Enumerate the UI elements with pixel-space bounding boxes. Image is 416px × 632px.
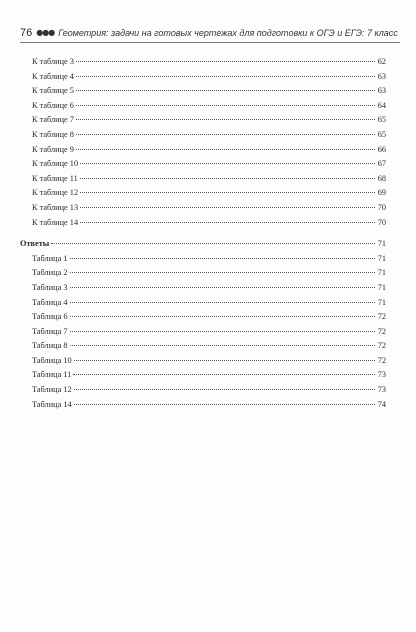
toc-entry-page: 63 <box>377 86 386 96</box>
toc-entry <box>20 354 386 369</box>
toc-leader-dots <box>76 105 375 106</box>
toc-entry <box>20 216 386 231</box>
toc-entry <box>20 368 386 383</box>
toc-entry-label: Таблица 7 <box>32 326 68 336</box>
toc-entry <box>20 296 386 311</box>
toc-leader-dots <box>76 90 375 91</box>
toc-leader-dots <box>73 374 375 375</box>
toc-leader-dots <box>70 345 376 346</box>
toc-entry-page: 71 <box>377 253 386 263</box>
header-ornament-icon: ●●● <box>36 28 55 37</box>
toc-leader-dots <box>51 243 375 244</box>
toc-entry-page: 71 <box>377 282 386 292</box>
toc-entry-page: 65 <box>377 115 386 125</box>
page-header <box>20 22 400 43</box>
toc-entry-label: К таблице 7 <box>32 115 74 125</box>
toc-leader-dots <box>80 163 375 164</box>
toc-entry <box>20 99 386 114</box>
toc-leader-dots <box>76 149 375 150</box>
toc-entry-page: 73 <box>377 370 386 380</box>
toc-leader-dots <box>76 76 375 77</box>
toc-entry-label: К таблице 5 <box>32 86 74 96</box>
toc-entry <box>20 55 386 70</box>
toc-leader-dots <box>80 222 375 223</box>
toc-entry-answers <box>20 237 386 252</box>
toc-entry <box>20 339 386 354</box>
toc-entry-label: Таблица 12 <box>32 385 72 395</box>
toc-entry <box>20 84 386 99</box>
toc-entry-label: Ответы <box>20 239 50 249</box>
toc-entry <box>20 172 386 187</box>
toc-leader-dots <box>70 302 376 303</box>
toc-entry <box>20 143 386 158</box>
toc-entry <box>20 201 386 216</box>
toc-group-answers-tables <box>20 252 386 413</box>
toc-entry-page: 70 <box>377 217 386 227</box>
toc-entry-label: К таблице 4 <box>32 71 74 81</box>
toc-entry-label: К таблице 3 <box>32 57 74 66</box>
toc-entry <box>20 157 386 172</box>
toc-entry-page: 72 <box>377 312 386 322</box>
toc-entry-page: 63 <box>377 71 386 81</box>
toc-entry <box>20 310 386 325</box>
toc-leader-dots <box>74 360 375 361</box>
toc-entry <box>20 113 386 128</box>
toc-entry-label: К таблице 14 <box>32 217 79 227</box>
toc-leader-dots <box>76 119 375 120</box>
toc-entry <box>20 398 386 413</box>
toc-entry <box>20 70 386 85</box>
page-number: 76 <box>20 27 33 39</box>
toc-entry-page: 65 <box>377 129 386 139</box>
toc-group-tables-solutions <box>20 55 386 230</box>
toc-entry-label: К таблице 10 <box>32 159 79 169</box>
toc-entry <box>20 266 386 281</box>
toc-leader-dots <box>74 389 375 390</box>
toc-entry-page: 73 <box>377 385 386 395</box>
toc-leader-dots <box>80 207 375 208</box>
running-title: Геометрия: задачи на готовых чертежах для подготовки к ОГЭ и ЕГЭ: 7 класс <box>58 28 398 38</box>
toc-leader-dots <box>70 316 376 317</box>
toc-leader-dots <box>80 178 375 179</box>
toc-entry-page: 74 <box>377 399 386 409</box>
toc-entry-label: К таблице 6 <box>32 100 74 110</box>
toc-entry-label: Таблица 2 <box>32 268 68 278</box>
toc-entry-page: 71 <box>377 268 386 278</box>
toc-entry-label: Таблица 6 <box>32 312 68 322</box>
toc-leader-dots <box>74 404 375 405</box>
toc-entry-page: 64 <box>377 100 386 110</box>
toc-entry-page: 71 <box>377 239 386 249</box>
toc-entry <box>20 252 386 267</box>
toc-leader-dots <box>76 134 375 135</box>
toc-entry-page: 72 <box>377 326 386 336</box>
toc-entry-label: К таблице 11 <box>32 173 78 183</box>
toc-entry-label: Таблица 3 <box>32 282 68 292</box>
toc-entry-label: Таблица 14 <box>32 399 72 409</box>
toc-leader-dots <box>76 61 375 62</box>
toc-entry-page: 69 <box>377 188 386 198</box>
toc-entry-label: К таблице 12 <box>32 188 79 198</box>
toc-entry-label: К таблице 9 <box>32 144 74 154</box>
toc-entry <box>20 186 386 201</box>
toc-entry <box>20 325 386 340</box>
toc-entry-label: Таблица 4 <box>32 297 68 307</box>
toc-entry <box>20 128 386 143</box>
toc-leader-dots <box>70 258 376 259</box>
toc-entry <box>20 281 386 296</box>
toc-entry-page: 68 <box>377 173 386 183</box>
toc-leader-dots <box>70 272 376 273</box>
toc-entry-page: 70 <box>377 202 386 212</box>
toc-entry-page: 71 <box>377 297 386 307</box>
toc-leader-dots <box>80 192 375 193</box>
toc-entry-label: К таблице 8 <box>32 129 74 139</box>
toc-entry-page: 62 <box>377 57 386 66</box>
toc-entry-page: 72 <box>377 341 386 351</box>
toc-entry-label: Таблица 1 <box>32 253 68 263</box>
toc-entry-label: Таблица 10 <box>32 355 72 365</box>
toc-leader-dots <box>70 287 376 288</box>
toc-entry-page: 66 <box>377 144 386 154</box>
toc-entry-page: 72 <box>377 355 386 365</box>
table-of-contents <box>20 55 386 412</box>
toc-entry <box>20 383 386 398</box>
toc-entry-label: Таблица 8 <box>32 341 68 351</box>
toc-entry-label: К таблице 13 <box>32 202 79 212</box>
toc-entry-page: 67 <box>377 159 386 169</box>
toc-entry-label: Таблица 11 <box>32 370 72 380</box>
toc-leader-dots <box>70 331 376 332</box>
